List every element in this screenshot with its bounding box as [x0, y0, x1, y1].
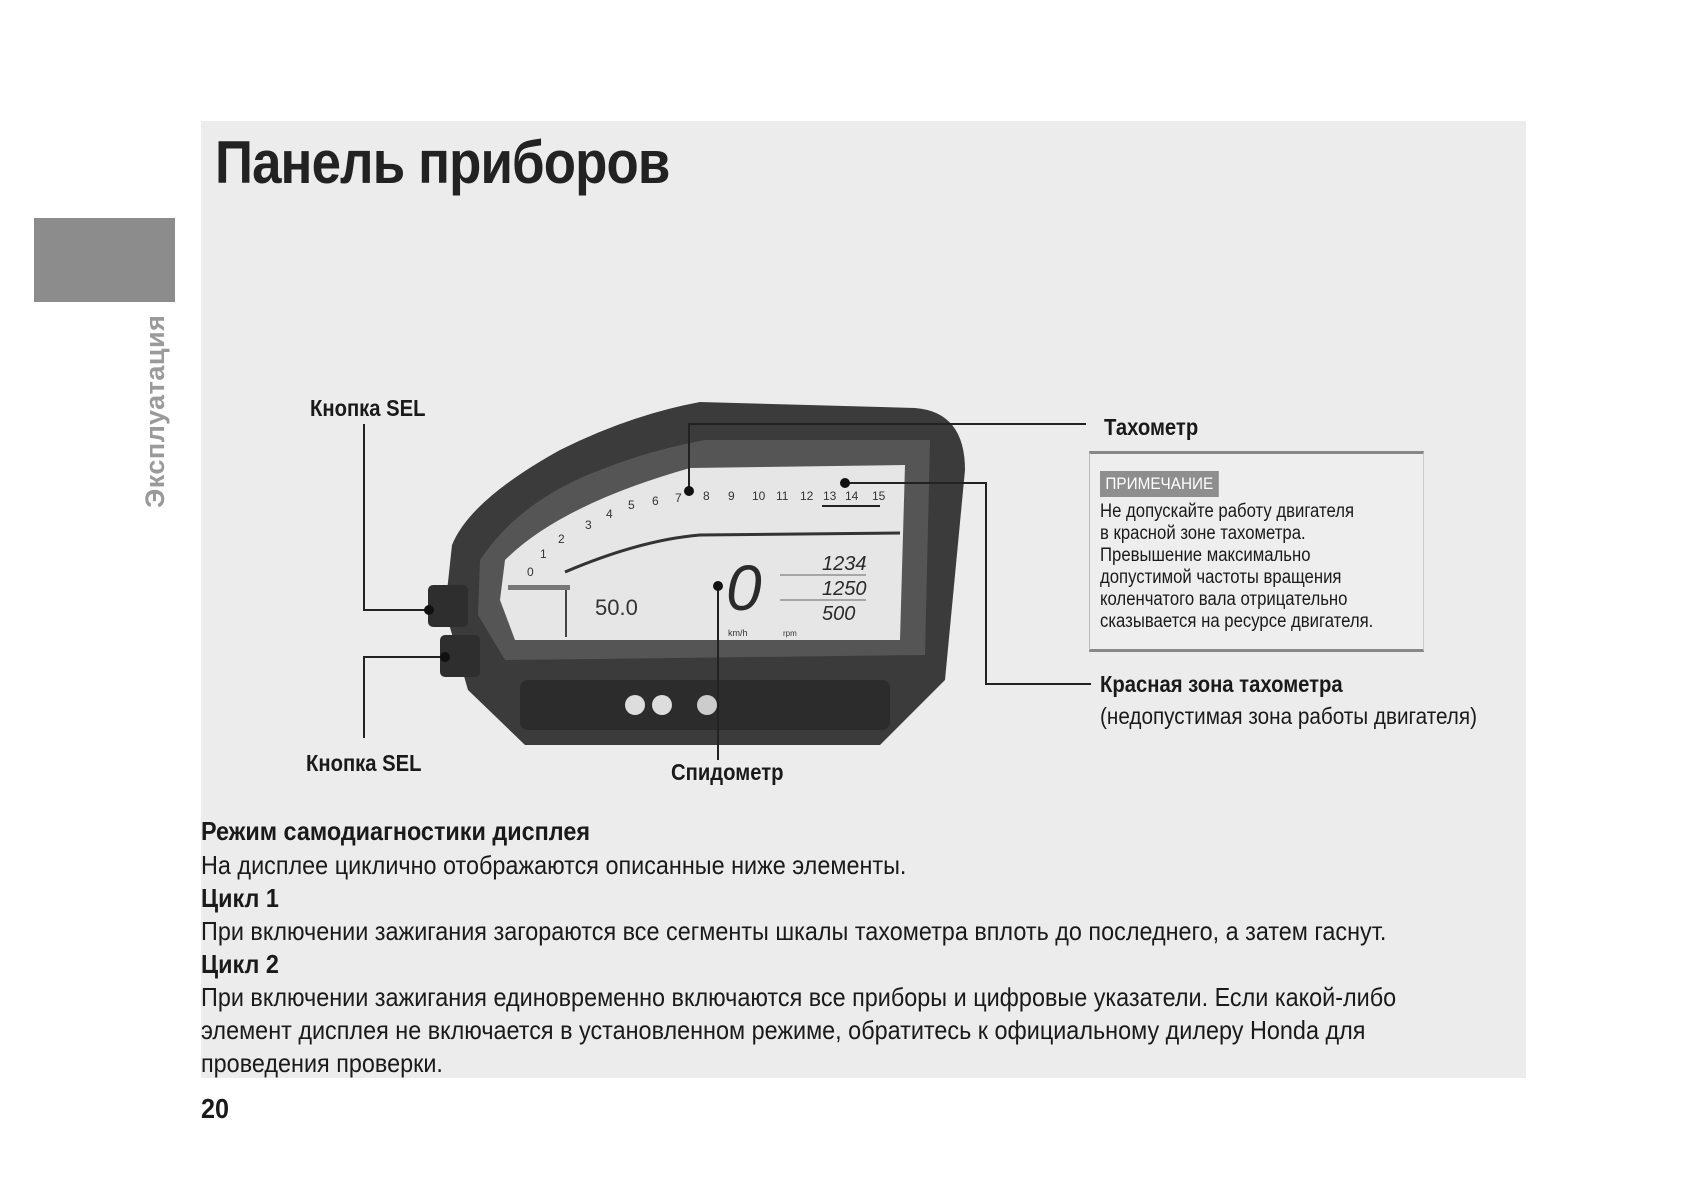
section-tab-label: Эксплуатация	[140, 314, 170, 508]
section-heading: Режим самодиагностики дисплея	[201, 816, 591, 846]
tach-scale-label: 4	[606, 507, 613, 521]
temp-readout: 50.0	[595, 595, 638, 620]
tach-scale-label: 10	[752, 489, 766, 503]
cycle2-text-line2: элемент дисплея не включается в установленном режиме, обратитесь к официальному дилеру Honda для	[201, 1015, 1366, 1045]
note-tag: ПРИМЕЧАНИЕ	[1100, 471, 1219, 497]
tach-scale-label: 13	[823, 489, 837, 503]
cycle2-text-line3: проведения проверки.	[201, 1048, 443, 1078]
indicator-light	[697, 695, 717, 715]
indicator-light	[652, 695, 672, 715]
cycle1-text: При включении зажигания загораются все сегменты шкалы тахометра вплоть до последнего, а затем гаснут.	[201, 916, 1387, 946]
readout-1: 1234	[822, 553, 867, 575]
note-text: Не допускайте работу двигателя в красной зоне тахометра. Превышение максимально допустимой частоты вращения коленчатого вала отрицательно сказывается на ресурсе двигателя.	[1100, 501, 1374, 632]
tach-scale-label: 6	[652, 494, 659, 508]
leader-sel-top	[364, 424, 429, 610]
cycle2-title: Цикл 2	[201, 949, 279, 979]
tach-scale-label: 11	[776, 489, 789, 503]
cycle2-text-line1: При включении зажигания единовременно включаются все приборы и цифровые указатели. Если какой-либо	[201, 982, 1397, 1012]
tach-scale-label: 15	[872, 489, 886, 503]
tach-scale-label: 5	[628, 498, 635, 512]
tach-scale-label: 8	[703, 489, 710, 503]
leader-sel-bottom	[364, 657, 445, 738]
tach-scale-label: 14	[845, 489, 859, 503]
page-title: Панель приборов	[215, 129, 670, 196]
indicator-light	[625, 695, 645, 715]
callout-red-zone-subtitle: (недопустимая зона работы двигателя)	[1100, 703, 1477, 729]
readout-3: 500	[822, 603, 856, 625]
callout-sel-button-top: Кнопка SEL	[310, 395, 426, 421]
tach-scale-label: 9	[728, 489, 735, 503]
page-number: 20	[201, 1093, 230, 1124]
speed-unit: km/h	[728, 628, 748, 638]
rpm-unit: rpm	[783, 629, 797, 638]
tach-scale-label: 7	[675, 491, 682, 505]
tach-scale-label: 0	[527, 565, 534, 579]
tach-scale-label: 12	[800, 489, 814, 503]
tach-scale-label: 2	[558, 532, 565, 546]
callout-speedometer: Спидометр	[671, 759, 784, 785]
callout-sel-button-bottom: Кнопка SEL	[306, 750, 422, 776]
note-box	[1089, 451, 1424, 652]
readout-2: 1250	[822, 578, 867, 600]
cycle1-title: Цикл 1	[201, 883, 279, 913]
tach-scale-label: 1	[540, 547, 547, 561]
intro-text: На дисплее циклично отображаются описанные ниже элементы.	[201, 850, 907, 880]
callout-tachometer: Тахометр	[1104, 414, 1199, 440]
sel-button-top	[428, 585, 468, 627]
callout-red-zone: Красная зона тахометра	[1100, 671, 1343, 697]
speed-readout: 0	[726, 552, 762, 624]
tach-scale-label: 3	[585, 518, 592, 532]
